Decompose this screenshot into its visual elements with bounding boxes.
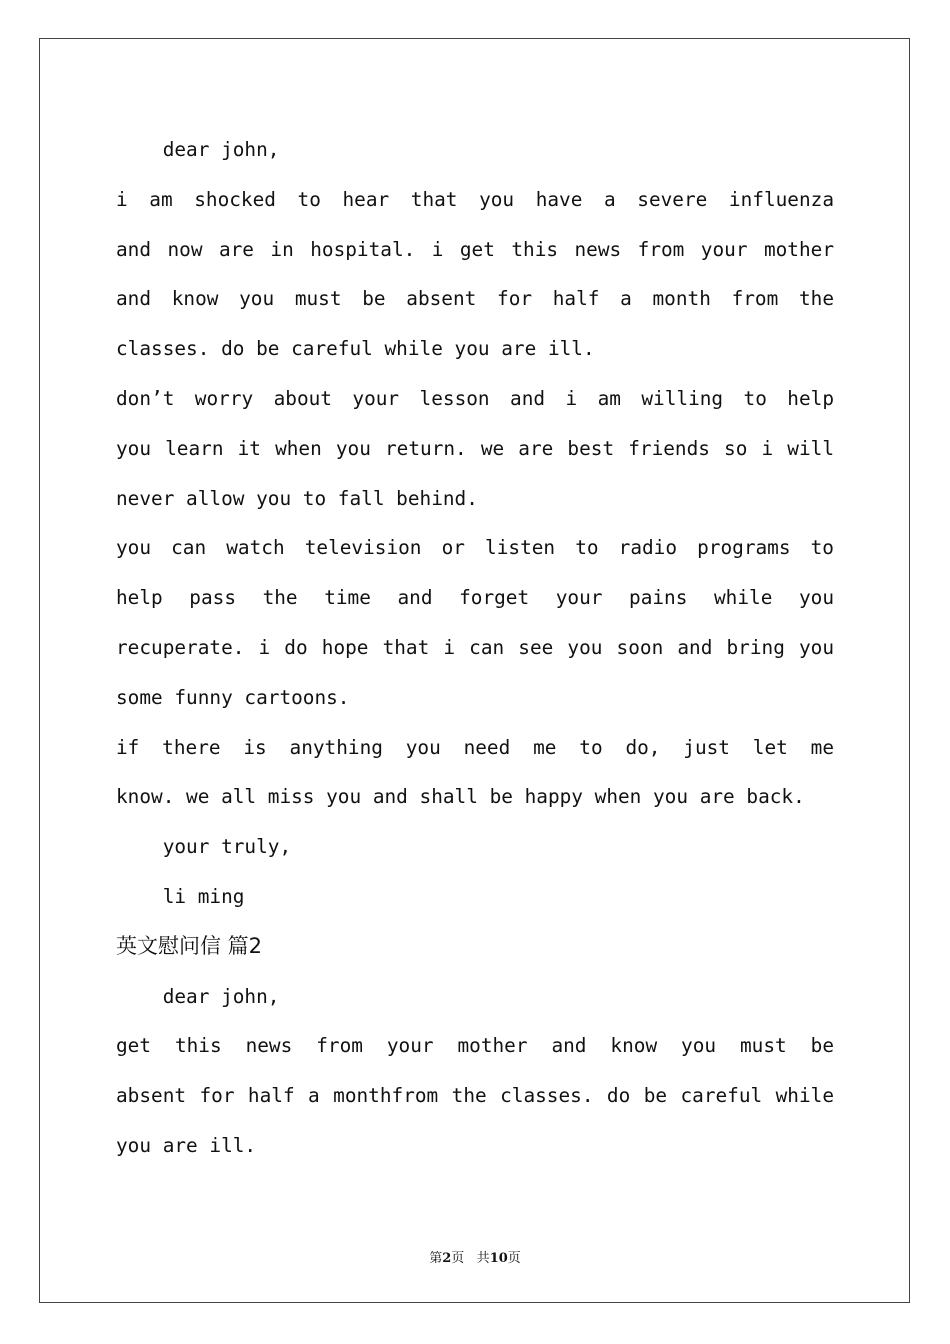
- document-body: [116, 125, 834, 1171]
- total-prefix: 共: [476, 1251, 490, 1266]
- text-line: and know you must be absent for half a month from the: [116, 287, 834, 311]
- text-line: dear john,: [116, 984, 280, 1008]
- text-line: if there is anything you need me to do, just let me: [116, 735, 834, 759]
- total-suffix: 页: [507, 1251, 521, 1266]
- text-line: don’t worry about your lesson and i am willing to help: [116, 386, 834, 410]
- text-line: i am shocked to hear that you have a severe influenza: [116, 187, 834, 211]
- text-line: know. we all miss you and shall be happy when you are back.: [116, 785, 805, 809]
- text-line: you learn it when you return. we are best friends so i will: [116, 436, 834, 460]
- text-line: you can watch television or listen to radio programs to: [116, 536, 834, 560]
- text-line: and now are in hospital. i get this news from your mother: [116, 237, 834, 261]
- text-line: help pass the time and forget your pains while you: [116, 586, 834, 610]
- page-number: 2: [442, 1251, 452, 1266]
- page-prefix: 第: [429, 1251, 443, 1266]
- text-line: some funny cartoons.: [116, 685, 350, 709]
- text-line: never allow you to fall behind.: [116, 486, 478, 510]
- signature-line: li ming: [116, 884, 245, 908]
- text-line: absent for half a monthfrom the classes. do be careful while: [116, 1084, 834, 1108]
- text-line: classes. do be careful while you are ill.: [116, 337, 595, 361]
- page-footer: [0, 1247, 950, 1266]
- signoff-line: your truly,: [116, 835, 292, 859]
- section-heading: 英文慰问信 篇2: [116, 933, 263, 958]
- text-line: dear john,: [116, 138, 280, 161]
- text-line: get this news from your mother and know you must be: [116, 1034, 834, 1058]
- page-suffix: 页: [451, 1251, 465, 1266]
- total-pages: 10: [489, 1251, 508, 1266]
- text-line: recuperate. i do hope that i can see you soon and bring you: [116, 635, 834, 659]
- text-line: you are ill.: [116, 1133, 257, 1157]
